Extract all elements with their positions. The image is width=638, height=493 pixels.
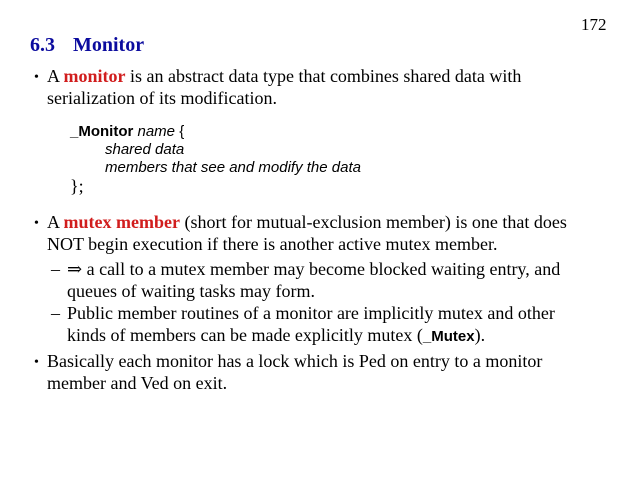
- term-monitor: monitor: [63, 66, 126, 86]
- bullet-1-line-2: serialization of its modification.: [47, 88, 277, 108]
- sub-2-line-2: kinds of members can be made explicitly mutex (_Mutex).: [67, 325, 486, 345]
- bullet-marker: •: [34, 355, 39, 370]
- code-line-2: shared data: [105, 141, 185, 158]
- sub-1-line-2: queues of waiting tasks may form.: [67, 281, 315, 301]
- bullet-marker: •: [34, 216, 39, 231]
- sub-1-line-1: ⇒ a call to a mutex member may become blocked waiting entry, and: [67, 259, 561, 279]
- code-keyword: _Monitor: [70, 123, 134, 140]
- bullet-3-line-2: member and Ved on exit.: [47, 373, 228, 393]
- dash-marker: –: [51, 259, 60, 279]
- bullet-marker: •: [34, 70, 39, 85]
- section-heading: [30, 34, 144, 57]
- code-line-1: _Monitor name {: [70, 123, 185, 140]
- bullet-2-line-1: A mutex member (short for mutual-exclusion member) is one that does: [47, 212, 567, 232]
- section-number: 6.3: [30, 34, 55, 56]
- code-line-4: };: [70, 176, 84, 196]
- code-name: name: [137, 123, 176, 140]
- bullet-2-line-2: NOT begin execution if there is another active mutex member.: [47, 234, 498, 254]
- term-mutex-member: mutex member: [63, 212, 180, 232]
- page-number: 172: [581, 15, 607, 34]
- sub-2-line-1: Public member routines of a monitor are implicitly mutex and other: [67, 303, 555, 323]
- dash-marker: –: [51, 303, 60, 323]
- bullet-1-line-1: A monitor is an abstract data type that combines shared data with: [47, 66, 522, 86]
- section-title: Monitor: [73, 34, 145, 56]
- mutex-keyword: _Mutex: [422, 328, 475, 345]
- bullet-3-line-1: Basically each monitor has a lock which is Ped on entry to a monitor: [47, 351, 543, 371]
- code-line-3: members that see and modify the data: [105, 159, 361, 176]
- implies-arrow: ⇒: [67, 259, 83, 279]
